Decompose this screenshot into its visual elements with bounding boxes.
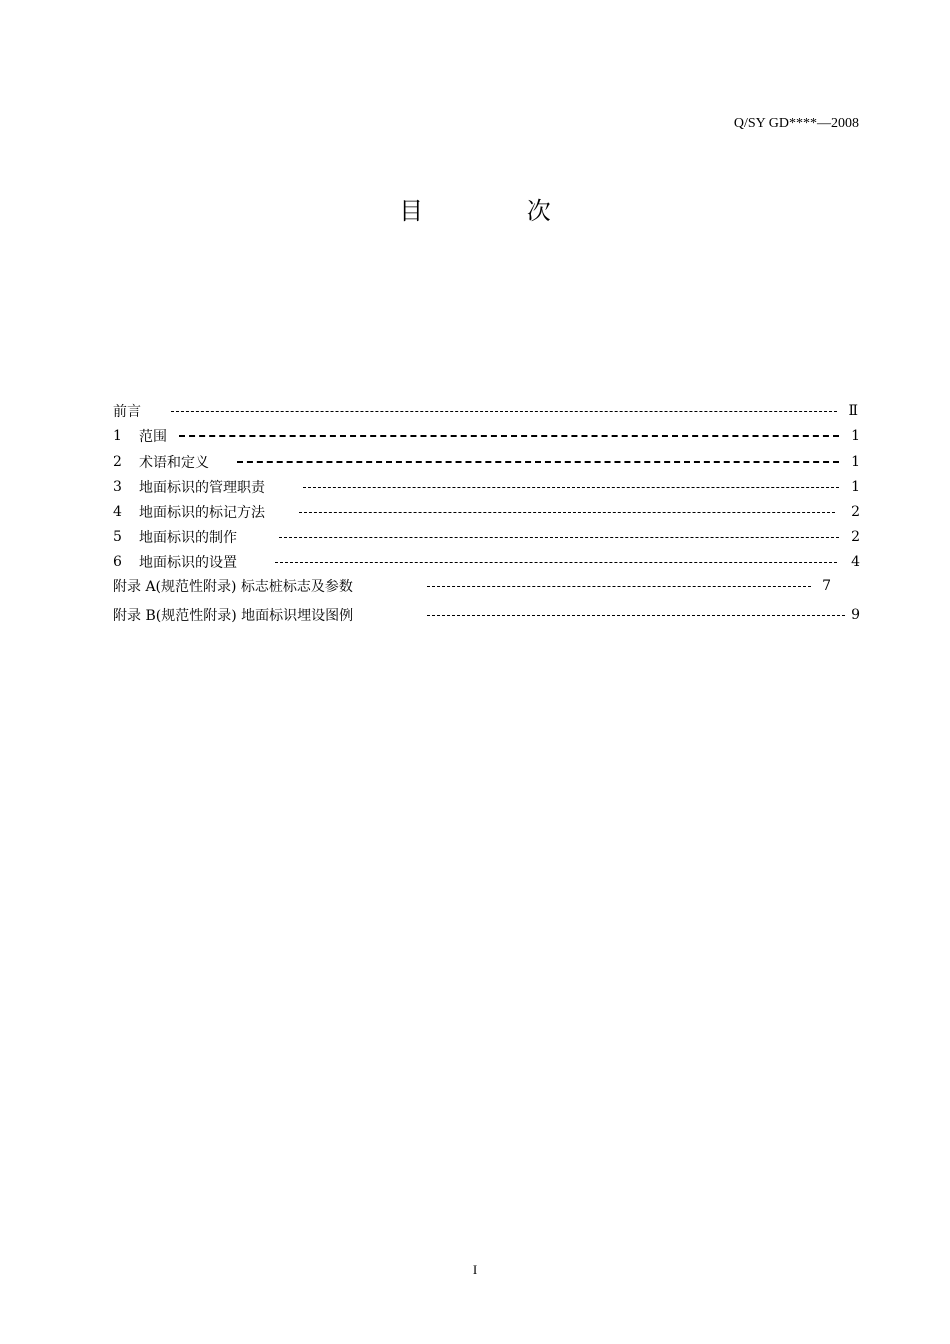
toc-entry-text: 前言 <box>113 404 141 420</box>
toc-entry-text: 术语和定义 <box>139 455 209 471</box>
toc-entry-fabrication[interactable] <box>113 526 237 548</box>
toc-entry-text: 地面标识的管理职责 <box>139 480 265 496</box>
toc-entry-text: 地面标识的制作 <box>139 530 237 546</box>
toc-title: 目 次 <box>399 197 599 225</box>
toc-entry-text: 地面标识的设置 <box>139 555 237 571</box>
toc-leader <box>171 411 837 412</box>
toc-entry-scope[interactable] <box>113 425 167 447</box>
toc-leader <box>303 487 839 488</box>
toc-entry-terms[interactable] <box>113 451 209 473</box>
toc-entry-number: 1 <box>113 428 122 444</box>
toc-entry-marking[interactable] <box>113 501 265 523</box>
toc-leader <box>237 461 839 463</box>
toc-leader <box>299 512 835 513</box>
toc-entry-page: 1 <box>851 454 860 470</box>
toc-entry-page: 2 <box>851 504 860 520</box>
toc-entry-page: 9 <box>851 607 860 623</box>
toc-entry-page: Ⅱ <box>848 403 858 419</box>
toc-entry-number: 5 <box>113 529 122 545</box>
toc-entry-text: 范围 <box>139 429 167 445</box>
toc-entry-page: 2 <box>851 529 860 545</box>
standard-code: Q/SY GD****—2008 <box>733 116 859 131</box>
toc-entry-management[interactable] <box>113 476 265 498</box>
toc-entry-text: 附录 A(规范性附录) 标志桩标志及参数 <box>113 579 353 595</box>
toc-leader <box>427 586 811 587</box>
toc-entry-installation[interactable] <box>113 551 237 573</box>
toc-entry-page: 7 <box>822 578 831 594</box>
toc-entry-number: 4 <box>113 504 122 520</box>
toc-entry-foreword[interactable] <box>113 400 141 422</box>
toc-entry-text: 附录 B(规范性附录) 地面标识埋设图例 <box>113 608 354 624</box>
page-number: I <box>472 1262 478 1277</box>
toc-entry-page: 1 <box>851 428 860 444</box>
toc-entry-appendix-b[interactable] <box>113 604 353 626</box>
toc-leader <box>179 435 839 437</box>
toc-entry-page: 4 <box>851 554 860 570</box>
toc-leader <box>279 537 839 538</box>
toc-entry-number: 6 <box>113 554 122 570</box>
toc-entry-number: 3 <box>113 479 122 495</box>
toc-leader <box>427 615 845 616</box>
toc-entry-number: 2 <box>113 454 122 470</box>
toc-entry-appendix-a[interactable] <box>113 575 353 597</box>
toc-entry-text: 地面标识的标记方法 <box>139 505 265 521</box>
toc-entry-page: 1 <box>851 479 860 495</box>
toc-leader <box>275 562 837 563</box>
